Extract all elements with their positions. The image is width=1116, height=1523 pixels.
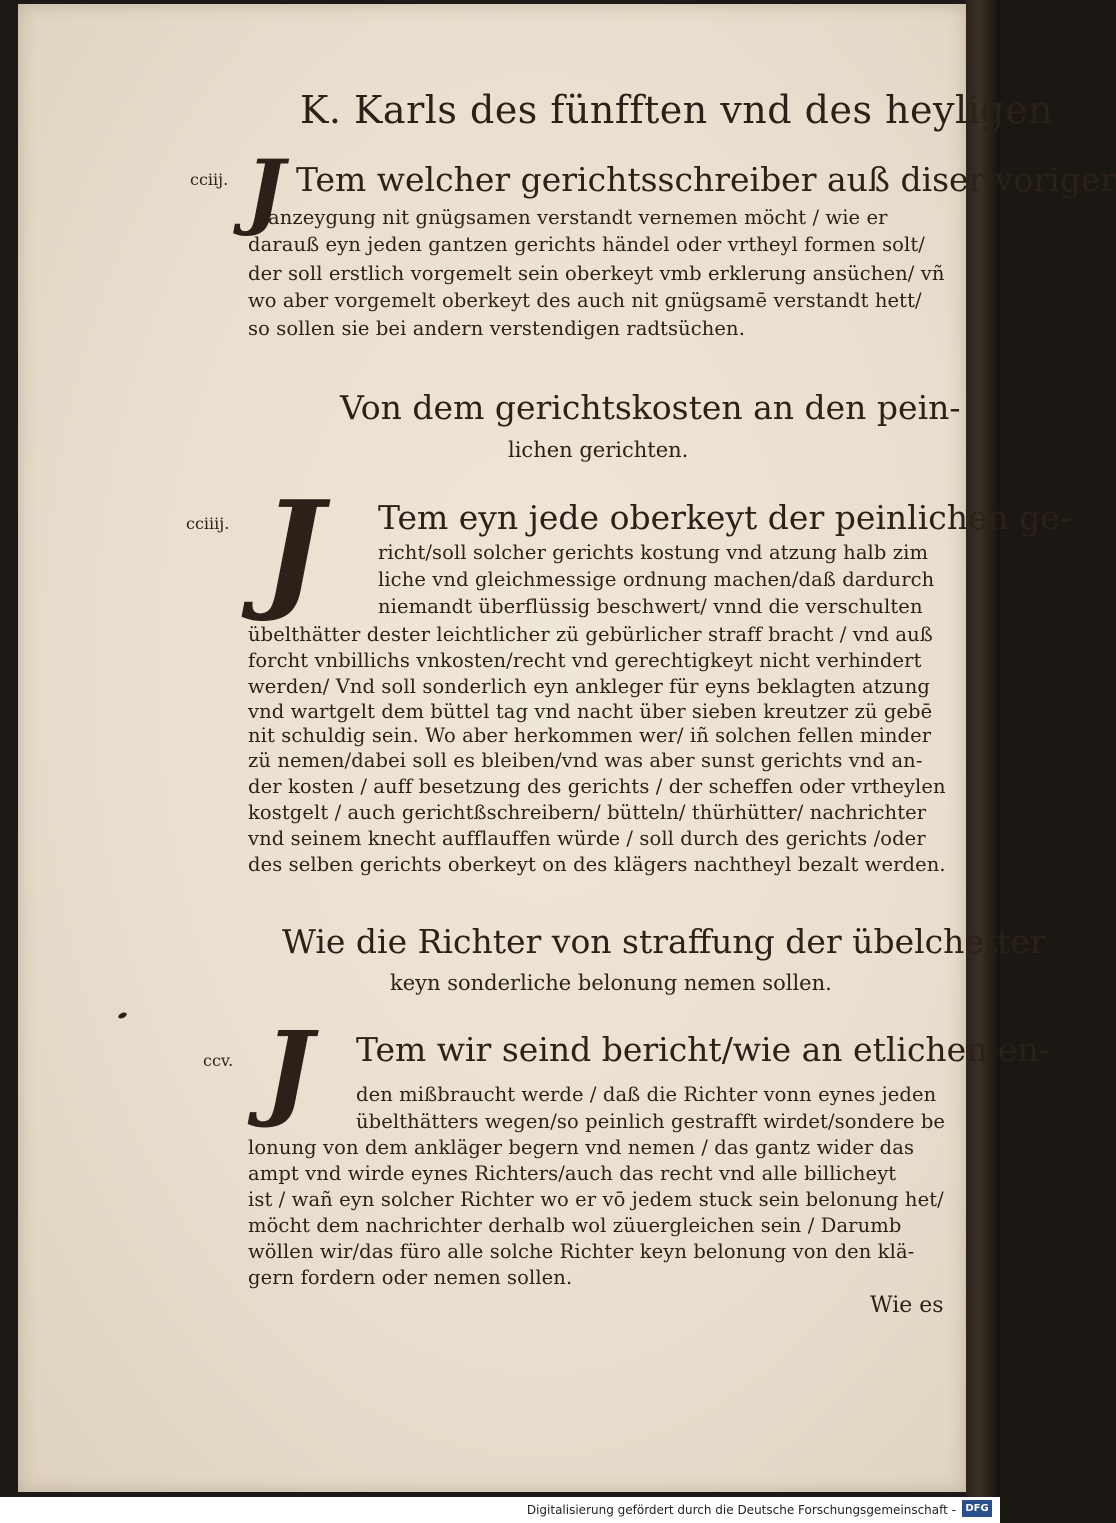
text-line: wo aber vorgemelt oberkeyt des auch nit gnügsamē verstandt hett/ bbox=[248, 289, 922, 312]
page-edge bbox=[966, 0, 1000, 1497]
text-line: nit schuldig sein. Wo aber herkommen wer/ iñ solchen fellen minder bbox=[248, 724, 932, 747]
text-line: gern fordern oder nemen sollen. bbox=[248, 1266, 573, 1289]
text-line: liche vnd gleichmessige ordnung machen/daß dardurch bbox=[378, 568, 935, 591]
text-line: den mißbraucht werde / daß die Richter vonn eynes jeden bbox=[356, 1083, 937, 1106]
section-first-line: Tem wir seind bericht/wie an etlichen en- bbox=[356, 1030, 1050, 1069]
text-line: niemandt überflüssig beschwert/ vnnd die verschulten bbox=[378, 595, 923, 618]
text-line: vnd seinem knecht aufflauffen würde / soll durch des gerichts /oder bbox=[248, 827, 926, 850]
section-number: ccv. bbox=[203, 1051, 234, 1070]
text-line: forcht vnbillichs vnkosten/recht vnd gerechtigkeyt nicht verhindert bbox=[248, 649, 922, 672]
section-heading: Von dem gerichtskosten an den pein- bbox=[340, 388, 961, 427]
text-line: übelthätters wegen/so peinlich gestrafft wirdet/sondere be bbox=[356, 1110, 946, 1133]
section-number: cciiij. bbox=[186, 514, 230, 533]
catchword: Wie es bbox=[870, 1293, 944, 1318]
text-line: ampt vnd wirde eynes Richters/auch das recht vnd alle billicheyt bbox=[248, 1162, 897, 1185]
text-line: so sollen sie bei andern verstendigen radtsüchen. bbox=[248, 317, 746, 340]
footer-credit: Digitalisierung gefördert durch die Deutsche Forschungsgemeinschaft - bbox=[526, 1503, 956, 1517]
text-line: möcht dem nachrichter derhalb wol züuergleichen sein / Darumb bbox=[248, 1214, 902, 1237]
text-line: lonung von dem ankläger begern vnd nemen / das gantz wider das bbox=[248, 1136, 915, 1159]
text-line: darauß eyn jeden gantzen gerichts händel oder vrtheyl formen solt/ bbox=[248, 233, 925, 256]
text-line: der soll erstlich vorgemelt sein oberkeyt vmb erklerung ansüchen/ vñ bbox=[248, 262, 945, 285]
dfg-logo: DFG bbox=[962, 1500, 992, 1517]
initial-letter: J bbox=[264, 1008, 314, 1131]
section-subheading: lichen gerichten. bbox=[508, 438, 689, 462]
section-number: cciij. bbox=[190, 170, 229, 189]
section-first-line: Tem welcher gerichtsschreiber auß diser voriger bbox=[296, 160, 1116, 199]
text-line: vnd wartgelt dem büttel tag vnd nacht über sieben kreutzer zü gebē bbox=[248, 700, 933, 723]
running-head: K. Karls des fünfften vnd des heyligen bbox=[300, 88, 1054, 132]
text-line: des selben gerichts oberkeyt on des klägers nachtheyl bezalt werden. bbox=[248, 853, 946, 876]
text-line: wöllen wir/das füro alle solche Richter keyn belonung von den klä- bbox=[248, 1240, 915, 1263]
section-subheading: keyn sonderliche belonung nemen sollen. bbox=[390, 971, 832, 995]
initial-letter: J bbox=[262, 472, 324, 625]
text-line: kostgelt / auch gerichtßschreibern/ bütteln/ thürhütter/ nachrichter bbox=[248, 801, 927, 824]
text-line: ist / wañ eyn solcher Richter wo er vō jedem stuck sein belonung het/ bbox=[248, 1188, 944, 1211]
text-line: übelthätter dester leichtlicher zü gebürlicher straff bracht / vnd auß bbox=[248, 623, 933, 646]
section-heading: Wie die Richter von straffung der übelchetter bbox=[282, 922, 1046, 961]
text-line: der kosten / auff besetzung des gerichts / der scheffen oder vrtheylen bbox=[248, 775, 946, 798]
section-first-line: Tem eyn jede oberkeyt der peinlichen ge- bbox=[378, 498, 1072, 537]
text-line: werden/ Vnd soll sonderlich eyn ankleger für eyns beklagten atzung bbox=[248, 675, 930, 698]
initial-letter: J bbox=[246, 143, 285, 239]
text-line: anzeygung nit gnügsamen verstandt vernemen möcht / wie er bbox=[268, 206, 888, 229]
text-line: zü nemen/dabei soll es bleiben/vnd was aber sunst gerichts vnd an- bbox=[248, 749, 923, 772]
text-line: richt/soll solcher gerichts kostung vnd atzung halb zim bbox=[378, 541, 929, 564]
